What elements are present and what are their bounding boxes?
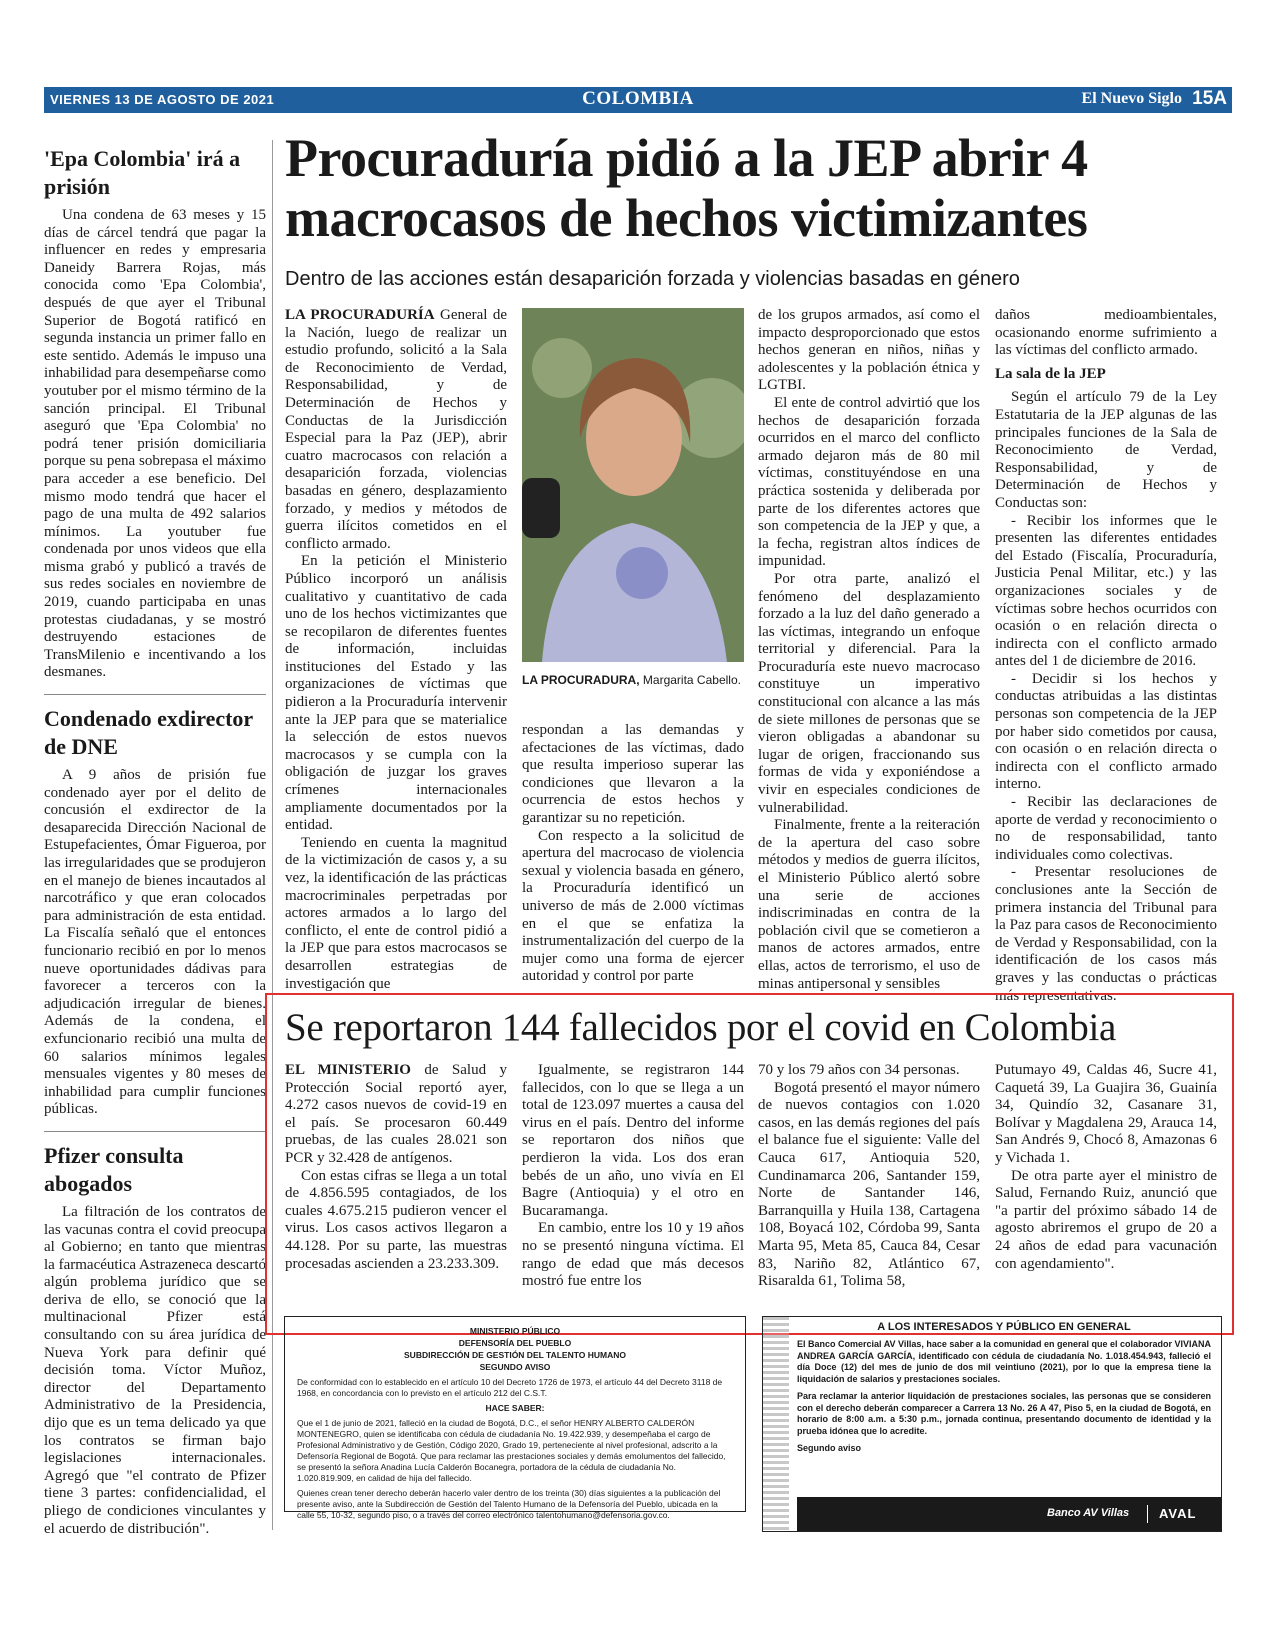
notice-line: MINISTERIO PÚBLICO xyxy=(469,1326,561,1336)
main-subheadline: Dentro de las acciones están desaparición forzada y violencias basadas en género xyxy=(285,268,1020,290)
article-column-3 xyxy=(758,307,980,993)
brief-title-epa: 'Epa Colombia' irá a prisión xyxy=(44,146,241,199)
article-paragraph: Finalmente, frente a la reiteración de la apertura del caso sobre métodos y medios de guerra ilícitos, el Ministerio Público alertó sobre una serie de acciones indiscriminadas en contra de la población civil que se cometieron a manos de actores armados, entre ellas, actos de terrorismo, el uso de minas antipersonal y sensibles xyxy=(758,817,980,992)
article-column-2 xyxy=(522,722,744,986)
article-paragraph: En la petición el Ministerio Público incorporó un análisis cualitativo y cuantitativo de cada uno de los hechos victimizantes que se recopilaron de diferentes fuentes de información, incluidas instituciones del Estado y las organizaciones de víctimas que pidieron a la Procuraduría intervenir ante la JEP para que se materialice la selección de estos nuevos macrocasos y se cumpla con la obligación de juzgar los graves crímenes internacionales ampliamente documentados por la entidad. xyxy=(285,553,507,834)
article-column-1 xyxy=(285,307,507,993)
decorative-stripe xyxy=(763,1317,789,1531)
article-paragraph: respondan a las demandas y afectaciones de las víctimas, dado que resulta imperioso superar las condiciones que llevaron a la ocurrencia de estos hechos y garantizar su no repetición. xyxy=(522,722,744,826)
article-paragraph: - Presentar resoluciones de conclusiones ante la Sección de primera instancia del Tribunal para la Paz para casos de Reconocimiento de Verdad y Responsabilidad, con la identificación de los casos más graves y las conductas o prácticas más representativas. xyxy=(995,864,1217,1004)
covid-paragraph: 70 y los 79 años con 34 personas. xyxy=(758,1062,960,1078)
article-column-4 xyxy=(995,307,1217,1005)
notice-line: SUBDIRECCIÓN DE GESTIÓN DEL TALENTO HUMANO xyxy=(404,1350,626,1360)
notice-footer: Segundo aviso xyxy=(797,1443,862,1453)
covid-paragraph: Igualmente, se registraron 144 fallecidos, con lo que se llega a un total de 123.097 muertes a causa del virus en el país. Dentro del informe se reportaron dos niños que perdieron la vida. Los dos eran bebés de un año, uno vivía en El Bagre (Antioquia) y el otro en Bucaramanga. xyxy=(522,1062,744,1219)
covid-column-3 xyxy=(758,1062,980,1291)
notice-av-villas xyxy=(762,1316,1222,1532)
article-paragraph: daños medioambientales, ocasionando enorme sufrimiento a las víctimas del conflicto armado. xyxy=(995,307,1217,359)
notice-paragraph: Para reclamar la anterior liquidación de prestaciones sociales, las personas que se consideren con el derecho deberán comparecer a Carrera 13 No. 26 A 47, Piso 5, en la ciudad de Bogotá, en horario de 8:00 a.m. a 5:30 p.m., jornada continua, presentando documento de identidad y la prueba idónea que lo acredite. xyxy=(797,1391,1211,1436)
article-paragraph: de los grupos armados, así como el impacto desproporcionado que estos hechos generan en niños, niñas y adolescentes y la población étnica y LGTBI. xyxy=(758,307,980,394)
brief-title-pfizer: Pfizer consulta abogados xyxy=(44,1142,184,1196)
covid-lead: EL MINISTERIO xyxy=(285,1062,411,1078)
photo-caption-label: LA PROCURADURA, xyxy=(522,673,640,687)
photo-margarita-cabello xyxy=(522,308,744,662)
photo-caption-text: Margarita Cabello. xyxy=(642,673,741,687)
notice-line: DEFENSORÍA DEL PUEBLO xyxy=(458,1338,572,1348)
brief-body-epa: Una condena de 63 meses y 15 días de cárcel tendrá que pagar la influencer en redes y empresaria Daneidy Barrera Rojas, más conocida como 'Epa Colombia', después de que ayer el Tribunal Superior de Bogotá ratificó en segunda instancia un primer fallo en este sentido. Además le impuso una inhabilidad para desempeñarse como youtuber por el mismo término de la sanción principal. El Tribunal aseguró que 'Epa Colombia' no podrá tener prisión domiciliaria porque su pena sobrepasa el máximo para acceder a ese beneficio. Del mismo modo tendrá que hacer el pago de una multa de 492 salarios mínimos. La youtuber fue condenada por unos videos que ella misma grabó y publicó a través de sus redes sociales en noviembre de 2019, cuando participaba en unas protestas ciudadanas, y se mostró destruyendo estaciones de TransMilenio e incentivando a los desmanes. xyxy=(44,207,266,681)
covid-headline: Se reportaron 144 fallecidos por el covid en Colombia xyxy=(285,1006,1117,1049)
newspaper-name: El Nuevo Siglo xyxy=(1081,90,1182,107)
article-paragraph: Con respecto a la solicitud de apertura del macrocaso de violencia sexual y violencia basada en género, la Procuraduría identificó un universo de más de 2.000 víctimas en el que se enfatiza la instrumentalización del cuerpo de la mujer como una forma de ejercer autoridad y control por parte xyxy=(522,827,744,985)
brief-body-pfizer: La filtración de los contratos de las vacunas contra el covid preocupa al Gobierno; en tanto que mientras la farmacéutica Astrazeneca descartó algún problema jurídico que se deriva de ello, se conoció que la multinacional Pfizer está consultando con su área jurídica de Nueva York para definir qué decisión toma. Víctor Muñoz, director del Departamento Administrativo de la Presidencia, dijo que es un tema delicado ya que los contratos se firman bajo legislaciones internacionales. Agregó que "el contrato de Pfizer tiene 3 partes: confidencialidad, el pliego de condiciones vinculantes y el acuerdo de distribución". xyxy=(44,1203,266,1537)
covid-paragraph: De otra parte ayer el ministro de Salud, Fernando Ruiz, anunció que "a partir del próximo sábado 14 de agosto abriremos el grupo de 20 a 24 años de edad para vacunación con agendamiento". xyxy=(995,1167,1217,1272)
article-paragraph: - Recibir los informes que le presenten las diferentes entidades del Estado (Fiscalía, Procuraduría, Justicia Penal Militar, etc.) y las organizaciones sociales y de víctimas sobre hechos ocurridos con ocasión o en relación directa o indirecta con el conflicto armado antes del 1 de diciembre de 2016. xyxy=(995,512,1217,670)
article-paragraph: Teniendo en cuenta la magnitud de la victimización de casos y, a su vez, la identificación de las prácticas macrocriminales perpetradas por actores armados a lo largo del conflicto, el ente de control pidió a la JEP que para estos macrocasos se desarrollen estrategias de investigación que xyxy=(285,834,507,992)
article-paragraph: - Recibir las declaraciones de aporte de verdad y reconocimiento o no de responsabilidad, tanto individuales como colectivas. xyxy=(995,794,1217,863)
covid-column-1 xyxy=(285,1062,507,1273)
aval-logo-text: AVAL xyxy=(1159,1506,1197,1521)
covid-paragraph: de Salud y Protección Social reportó ayer, 4.272 casos nuevos de covid-19 en el país. Se procesaron 60.449 pruebas, de las cuales 28.021 son PCR y 32.428 de antígenos. xyxy=(285,1062,507,1166)
covid-paragraph: Bogotá presentó el mayor número de nuevos contagios con 1.020 casos, en las demás regiones del país el balance fue el siguiente: Valle del Cauca 617, Antioquia 520, Cundinamarca 206, Santander 159, Norte de Santander 146, Barranquilla y Huila 138, Cartagena 108, Boyacá 102, Córdoba 99, Santa Marta 95, Meta 85, Cauca 84, Cesar 83, Nariño 82, Atlántico 67, Risaralda 61, Tolima 58, xyxy=(758,1079,980,1290)
article-paragraph: General de la Nación, luego de realizar un estudio profundo, solicitó a la Sala de Reconocimiento de Verdad, Responsabilidad, y de Determinación de Hechos y Conductas de la Jurisdicción Especial para la Paz (JEP), abrir cuatro macrocasos con relación a desaparición forzada, violencias basadas en género, desplazamiento forzado, y medios y métodos de guerra ilícitos cometidos en el conflicto armado. xyxy=(285,307,508,552)
main-headline: Procuraduría pidió a la JEP abrir 4 macrocasos de hechos victimizantes xyxy=(285,128,1088,248)
page-header-bar xyxy=(44,87,1232,113)
notice-paragraph: El Banco Comercial AV Villas, hace saber a la comunidad en general que el colaborador VIVIANA ANDREA GARCÍA GARCÍA, identificado con cédula de ciudadanía No. 1.018.454.943, falleció el día Doce (12) del mes de junio de dos mil veintiuno (2021), por lo que la empresa tiene la liquidación de salarios y prestaciones sociales. xyxy=(797,1339,1211,1384)
notice-title: A LOS INTERESADOS Y PÚBLICO EN GENERAL xyxy=(877,1321,1131,1333)
portrait-illustration xyxy=(522,308,744,662)
covid-column-2 xyxy=(522,1062,744,1291)
notice-defensoria xyxy=(284,1316,746,1520)
article-lead: LA PROCURADURÍA xyxy=(285,307,435,323)
notice-heading: HACE SABER: xyxy=(485,1403,545,1413)
brief-title-dne: Condenado exdirector de DNE xyxy=(44,706,253,760)
issue-date: VIERNES 13 DE AGOSTO DE 2021 xyxy=(50,92,275,107)
divider xyxy=(44,694,266,695)
article-paragraph: Por otra parte, analizó el fenómeno del desplazamiento forzado a la luz del daño generado a las víctimas, integrando un enfoque territorial y diferencial. Para la Procuraduría este nuevo macrocaso constituye un imperativo constitucional con alcance a las más de siete millones de personas que se vieron obligadas a abandonar su lugar de origen, fraccionando sus formas de vida y exponiéndose a vivir en especiales condiciones de vulnerabilidad. xyxy=(758,570,980,816)
notice-paragraph: De conformidad con lo establecido en el artículo 10 del Decreto 1726 de 1973, el artículo 44 del Decreto 3118 de 1968, en concordancia con lo previsto en el artículo 212 del C.S.T. xyxy=(297,1377,723,1398)
photo-caption xyxy=(522,672,744,688)
divider xyxy=(44,1131,266,1132)
covid-paragraph: Con estas cifras se llega a un total de 4.856.595 contagiados, de los cuales 4.675.215 pudieron vencer el virus. Los casos activos llegaron a 44.128. Por su parte, las muestras procesadas ascienden a 23.233.309. xyxy=(285,1167,507,1272)
brief-body-dne: A 9 años de prisión fue condenado ayer por el delito de concusión el exdirector de la desaparecida Dirección Nacional de Estupefacientes, Ómar Figueroa, por las irregularidades que se produjeron en el manejo de bienes incautados al narcotráfico y que eran colocados para administración de esta entidad. La Fiscalía señaló que el entonces funcionario recibió en por lo menos nueve oportunidades dádivas para favorecer a terceros con la adjudicación irregular de bienes. Además de la condena, el exfuncionario recibió una multa de 60 salarios mínimos legales mensuales vigentes y 80 meses de inhabilidad para cumplir funciones públicas. xyxy=(44,767,266,1118)
section-title: COLOMBIA xyxy=(582,88,694,109)
notice-paragraph: Que el 1 de junio de 2021, falleció en la ciudad de Bogotá, D.C., el señor HENRY ALBERTO CALDERÓN MONTENEGRO, quien se identificaba con cédula de ciudadanía No. 19.422.939, y desempeñaba el cargo de Profesional Administrativo y de Gestión, Código 2020, Grado 19, perteneciente al nivel profesional, adscrito a la Defensoría Regional de Bogotá. Que para reclamar las prestaciones sociales y demás emolumentos del fallecido, se presentó la señora Anadina Lucía Calderón Bocanegra, portadora de la cédula de ciudadanía No. 1.020.819.909, en calidad de hija del fallecido. xyxy=(297,1418,726,1483)
bank-logo-text: Banco AV Villas xyxy=(1047,1507,1130,1519)
covid-paragraph: Putumayo 49, Caldas 46, Sucre 41, Caquetá 39, La Guajira 36, Guainía 34, Quindío 32, Casanare 31, Bolívar y Magdalena 29, Arauca 14, San Andrés 9, Chocó 8, Amazonas 6 y Vichada 1. xyxy=(995,1062,1217,1166)
notice-line: SEGUNDO AVISO xyxy=(479,1362,551,1372)
av-villas-logo-bar xyxy=(797,1497,1221,1531)
article-subheading: La sala de la JEP xyxy=(995,365,1106,382)
covid-column-4 xyxy=(995,1062,1217,1273)
article-paragraph: El ente de control advirtió que los hechos de desaparición forzada ocurridos en el marco del conflicto armado dejaron más de 80 mil víctimas, constituyéndose en una práctica sostenida y deliberada por parte de los diferentes actores que son competencia de la JEP y que, a la fecha, registran altos índices de impunidad. xyxy=(758,394,980,570)
covid-paragraph: En cambio, entre los 10 y 19 años no se presentó ninguna víctima. El rango de edad que más decesos mostró fue entre los xyxy=(522,1220,744,1290)
sidebar-briefs xyxy=(44,145,266,1538)
article-paragraph: Según el artículo 79 de la Ley Estatutaria de la JEP algunas de las principales funciones de la Sala de Reconocimiento de Verdad, Responsabilidad, y de Determinación de Hechos y Conductas son: xyxy=(995,389,1217,511)
article-paragraph: - Decidir si los hechos y conductas atribuidas a las distintas personas son competencia de la JEP por haber sido cometidos por causa, con ocasión o en relación directa o indirecta con el conflicto armado interno. xyxy=(995,670,1217,793)
page-number: 15A xyxy=(1192,88,1227,109)
divider xyxy=(1147,1505,1148,1523)
notice-paragraph: Quienes crean tener derecho deberán hacerlo valer dentro de los treinta (30) días siguientes a la publicación del presente aviso, ante la Subdirección de Gestión del Talento Humano de la Defensoría del Pueblo, ubicada en la calle 55, 10-32, segundo piso, o a través del correo electrónico talentohumano@defensoria.gov.co. xyxy=(297,1488,721,1520)
